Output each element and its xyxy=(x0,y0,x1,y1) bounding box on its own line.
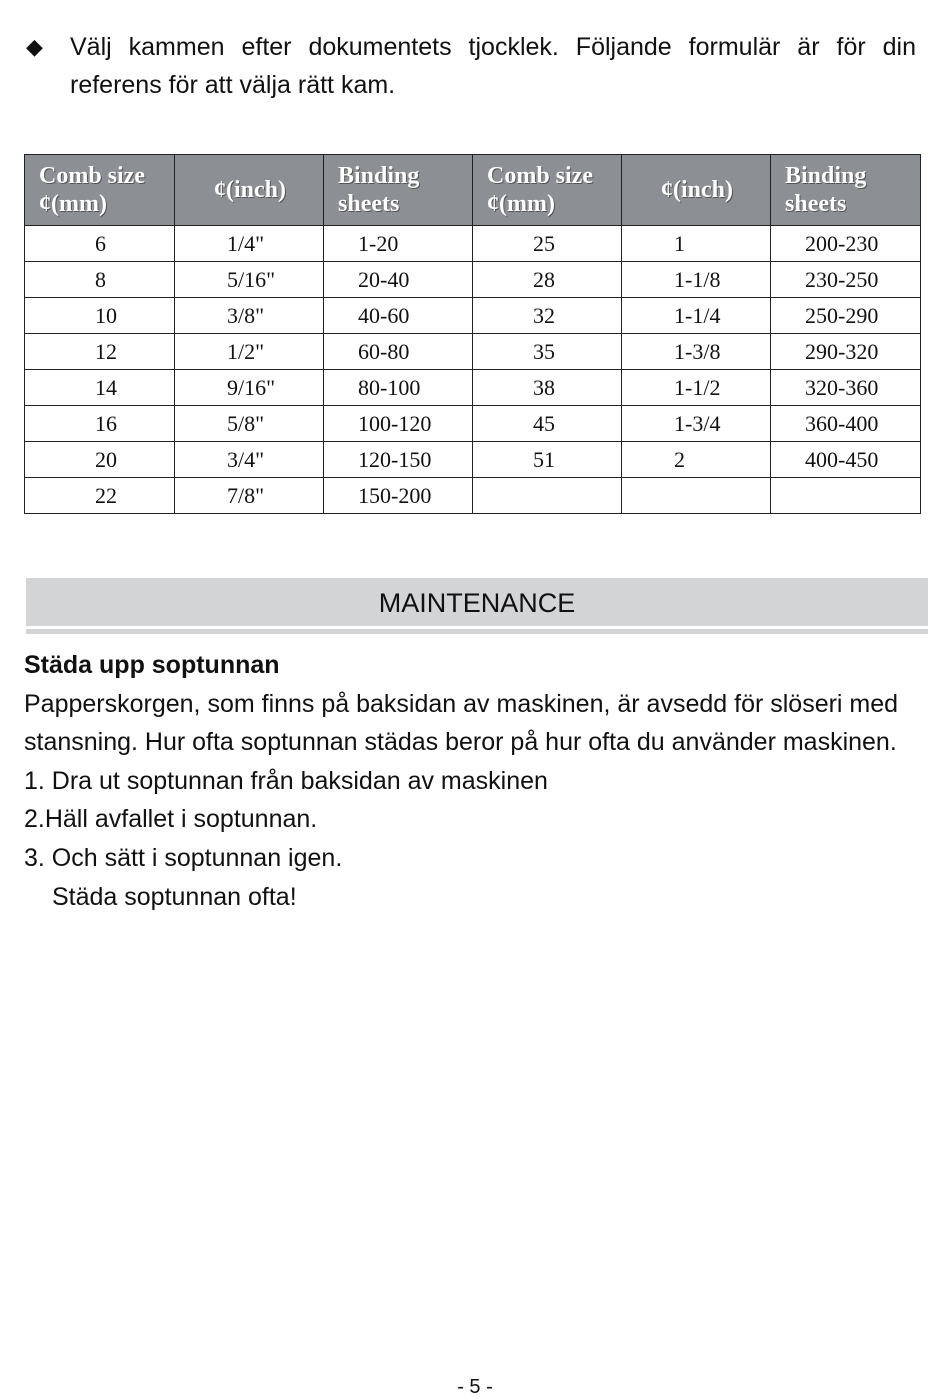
table-cell: 45 xyxy=(473,406,622,442)
table-cell: 14 xyxy=(25,370,175,406)
table-cell: 3/8" xyxy=(175,298,324,334)
section-title: MAINTENANCE xyxy=(378,588,576,618)
table-cell: 1-20 xyxy=(324,226,473,262)
page-number: - 5 - xyxy=(457,1376,493,1398)
table-cell: 1-3/4 xyxy=(622,406,771,442)
table-cell: 2 xyxy=(622,442,771,478)
table-cell: 230-250 xyxy=(771,262,921,298)
table-cell: 1 xyxy=(622,226,771,262)
table-cell: 10 xyxy=(25,298,175,334)
table-cell: 5/16" xyxy=(175,262,324,298)
table-row xyxy=(25,262,921,298)
table-cell: 290-320 xyxy=(771,334,921,370)
maintenance-section-bar xyxy=(26,578,928,629)
table-cell: 3/4" xyxy=(175,442,324,478)
table-row xyxy=(25,442,921,478)
paragraph: Papperskorgen, som finns på baksidan av maskinen, är avsedd för slöseri med stansning. Hur ofta soptunnan städas beror på hur ofta du använder maskinen. xyxy=(24,689,899,757)
table-cell: 28 xyxy=(473,262,622,298)
table-row xyxy=(25,226,921,262)
table-cell xyxy=(622,478,771,514)
table-row xyxy=(25,370,921,406)
table-cell xyxy=(473,478,622,514)
table-cell: 8 xyxy=(25,262,175,298)
subheading: Städa upp soptunnan xyxy=(24,651,280,679)
table-cell: 120-150 xyxy=(324,442,473,478)
table-cell: 100-120 xyxy=(324,406,473,442)
diamond-bullet-icon: ◆ xyxy=(26,34,43,59)
table-cell: 12 xyxy=(25,334,175,370)
table-cell: 35 xyxy=(473,334,622,370)
table-cell: 20-40 xyxy=(324,262,473,298)
table-row xyxy=(25,406,921,442)
header-inch-2: ¢(inch) xyxy=(622,155,771,226)
table-cell: 400-450 xyxy=(771,442,921,478)
table-cell: 1-3/8 xyxy=(622,334,771,370)
table-cell: 20 xyxy=(25,442,175,478)
table-cell: 51 xyxy=(473,442,622,478)
table-cell: 60-80 xyxy=(324,334,473,370)
table-cell: 150-200 xyxy=(324,478,473,514)
table-cell xyxy=(771,478,921,514)
table-cell: 22 xyxy=(25,478,175,514)
table-cell: 250-290 xyxy=(771,298,921,334)
header-comb-size-mm: Comb size ¢(mm) xyxy=(25,155,175,226)
table-row xyxy=(25,334,921,370)
table-cell: 320-360 xyxy=(771,370,921,406)
header-binding-sheets-2: Binding sheets xyxy=(771,155,921,226)
table-cell: 80-100 xyxy=(324,370,473,406)
table-cell: 40-60 xyxy=(324,298,473,334)
table-cell: 16 xyxy=(25,406,175,442)
table-cell: 200-230 xyxy=(771,226,921,262)
step-2: 2.Häll avfallet i soptunnan. xyxy=(24,805,318,834)
table-row xyxy=(25,298,921,334)
intro-text: Välj kammen efter dokumentets tjocklek. Följande formulär är för din referens för att välja rätt kam. xyxy=(70,33,916,99)
table-cell: 32 xyxy=(473,298,622,334)
table-cell: 25 xyxy=(473,226,622,262)
header-comb-size-mm-2: Comb size ¢(mm) xyxy=(473,155,622,226)
header-binding-sheets: Binding sheets xyxy=(324,155,473,226)
comb-size-table xyxy=(24,154,921,514)
table-cell: 38 xyxy=(473,370,622,406)
table-header-row xyxy=(25,155,921,226)
step-3: 3. Och sätt i soptunnan igen. xyxy=(24,843,343,872)
table-cell: 360-400 xyxy=(771,406,921,442)
step-1: 1. Dra ut soptunnan från baksidan av maskinen xyxy=(24,766,548,795)
intro-bullet xyxy=(24,28,924,104)
table-cell: 1-1/4 xyxy=(622,298,771,334)
header-inch: ¢(inch) xyxy=(175,155,324,226)
table-cell: 1-1/2 xyxy=(622,370,771,406)
table-cell: 9/16" xyxy=(175,370,324,406)
table-row xyxy=(25,478,921,514)
closing-note: Städa soptunnan ofta! xyxy=(52,882,297,911)
table-cell: 1-1/8 xyxy=(622,262,771,298)
table-cell: 6 xyxy=(25,226,175,262)
table-cell: 5/8" xyxy=(175,406,324,442)
table-cell: 1/2" xyxy=(175,334,324,370)
maintenance-content xyxy=(24,646,924,916)
table-cell: 7/8" xyxy=(175,478,324,514)
table-cell: 1/4" xyxy=(175,226,324,262)
